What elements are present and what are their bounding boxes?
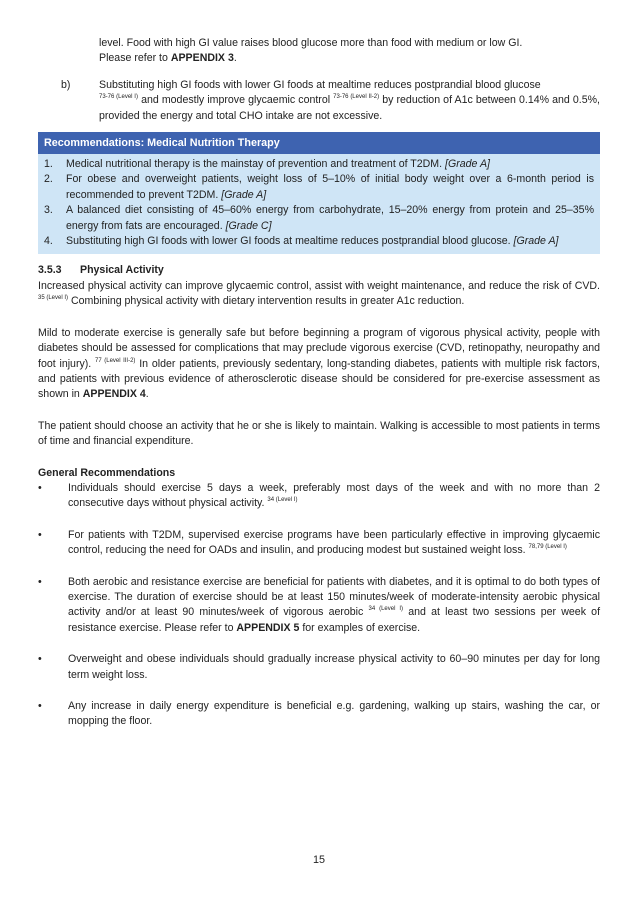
bullet-text bbox=[68, 575, 600, 637]
appendix-3-ref: APPENDIX 3 bbox=[170, 52, 234, 65]
item-b-text-1: Substituting high GI foods with lower GI foods at mealtime reduces postprandial blood glucose bbox=[99, 78, 541, 91]
bullet-item bbox=[38, 575, 600, 637]
grade-label: [Grade A] bbox=[221, 188, 267, 201]
p1-text-b: Combining physical activity with dietary intervention results in greater A1c reduction. bbox=[68, 295, 465, 308]
rec-body: Substituting high GI foods with lower GI foods at mealtime reduces postprandial blood glucose. bbox=[66, 235, 514, 248]
grade-label: [Grade A] bbox=[513, 235, 559, 248]
bullet-item bbox=[38, 699, 600, 730]
citation-sup: 34 (Level I) bbox=[267, 497, 298, 504]
b1-text: Individuals should exercise 5 days a week, preferably most days of the week and with no more than 2 consecutive days without physical activity. bbox=[68, 481, 600, 510]
rec-num: 1. bbox=[44, 158, 53, 171]
bullet-item bbox=[38, 652, 600, 683]
page-number: 15 bbox=[312, 854, 325, 866]
paragraph-2 bbox=[38, 326, 600, 403]
general-recommendations-heading: General Recommendations bbox=[38, 466, 176, 479]
rec-num: 4. bbox=[44, 235, 53, 248]
bullet-icon: • bbox=[38, 481, 42, 494]
recommendation-item bbox=[44, 203, 594, 234]
p2-text-c: . bbox=[145, 388, 149, 401]
list-item-b bbox=[38, 78, 600, 124]
recommendations-box bbox=[38, 132, 600, 254]
section-title: Physical Activity bbox=[80, 264, 164, 277]
citation-sup: 77 (Level III-2) bbox=[95, 357, 136, 364]
bullet-text: Overweight and obese individuals should gradually increase physical activity to 60–90 minutes per day for long term weight loss. bbox=[68, 653, 600, 681]
intro-text: level. Food with high GI value raises blood glucose more than food with medium or low GI. bbox=[99, 37, 523, 49]
b3-text-b: and at least two sessions per week of resistance exercise. Please refer to bbox=[68, 606, 601, 634]
recommendations-title: Recommendations: Medical Nutrition Therapy bbox=[38, 132, 600, 154]
document-page bbox=[38, 36, 600, 730]
b3-text-a: Both aerobic and resistance exercise are beneficial for patients with diabetes, and it is optimal to do both types of exercise. The duration of exercise should be at least 150 minutes/week of moderate-intensity aerobic physical activity and/or at least 90 minutes/week of vigorous aerobic bbox=[68, 575, 600, 619]
bullet-text bbox=[68, 528, 600, 559]
citation-sup: 78,79 (Level I) bbox=[528, 544, 567, 551]
section-number: 3.5.3 bbox=[38, 264, 62, 277]
intro-period: . bbox=[233, 52, 237, 65]
citation-sup: 73-76 (Level I) bbox=[99, 94, 138, 101]
item-b-text-2: and modestly improve glycaemic control bbox=[137, 94, 334, 107]
bullet-icon: • bbox=[38, 653, 42, 666]
bullet-icon: • bbox=[38, 575, 42, 588]
grade-label: [Grade C] bbox=[225, 219, 272, 232]
recommendation-item bbox=[44, 157, 594, 172]
rec-text bbox=[66, 234, 594, 249]
b2-text: For patients with T2DM, supervised exercise programs have been particularly effective in improving glycaemic control, reducing the need for OADs and insulin, and producing modest but sustained weight loss. bbox=[68, 528, 600, 557]
p2-text-b: In older patients, previously sedentary, long-standing diabetes, patients with multiple risk factors, and patients with previous evidence of atherosclerotic disease should be considered for pre-exercise assessment as shown in bbox=[38, 357, 601, 401]
paragraph-1 bbox=[38, 279, 600, 310]
rec-text bbox=[66, 157, 594, 172]
list-item-text bbox=[99, 78, 600, 124]
grade-label: [Grade A] bbox=[445, 158, 490, 171]
bullet-icon: • bbox=[38, 528, 42, 541]
rec-body: For obese and overweight patients, weight loss of 5–10% of initial body weight over a 6-month period is recommended to prevent T2DM. bbox=[66, 173, 594, 201]
bullet-text: Any increase in daily energy expenditure is beneficial e.g. gardening, walking up stairs, washing the car, or mopping the floor. bbox=[68, 700, 600, 728]
recommendation-item bbox=[44, 234, 594, 249]
bullet-icon: • bbox=[38, 700, 42, 712]
rec-text bbox=[66, 203, 594, 234]
rec-body: A balanced diet consisting of 45–60% energy from carbohydrate, 15–20% energy from protein and 25–35% energy from fats are encouraged. bbox=[66, 204, 594, 232]
recommendations-list bbox=[38, 154, 600, 254]
citation-sup: 34 (Level I) bbox=[368, 606, 404, 613]
section-heading bbox=[38, 263, 600, 278]
rec-num: 3. bbox=[44, 204, 53, 217]
rec-body: Medical nutritional therapy is the mainstay of prevention and treatment of T2DM. bbox=[66, 158, 446, 171]
p1-text-a: Increased physical activity can improve glycaemic control, assist with weight maintenance, and reduce the risk of CVD. bbox=[38, 279, 600, 292]
bullet-item bbox=[38, 481, 600, 512]
rec-text bbox=[66, 172, 594, 203]
p2-text-a: Mild to moderate exercise is generally safe but before beginning a program of vigorous physical activity, people with diabetes should be assessed for complications that may preclude vigorous exercise (CVD, retinopathy, neuropathy and foot injury). bbox=[38, 326, 600, 370]
appendix-5-ref: APPENDIX 5 bbox=[236, 621, 300, 634]
bullet-text bbox=[68, 481, 600, 512]
item-b-text-3: by reduction of A1c between 0.14% and 0.5%, provided the energy and total CHO intake are not excessive. bbox=[99, 94, 600, 122]
intro-text-2: Please refer to bbox=[99, 52, 171, 65]
rec-num: 2. bbox=[44, 173, 53, 186]
recommendation-item bbox=[44, 172, 594, 203]
b3-text-c: for examples of exercise. bbox=[299, 621, 421, 634]
appendix-4-ref: APPENDIX 4 bbox=[82, 388, 146, 401]
bullet-item bbox=[38, 528, 600, 559]
citation-sup: 73-76 (Level II-2) bbox=[333, 94, 380, 101]
intro-paragraph bbox=[38, 36, 600, 67]
citation-sup: 35 (Level I) bbox=[38, 295, 69, 302]
paragraph-3: The patient should choose an activity that he or she is likely to maintain. Walking is accessible to most patients in terms of time and financial expenditure. bbox=[38, 419, 600, 448]
list-label: b) bbox=[61, 78, 71, 91]
